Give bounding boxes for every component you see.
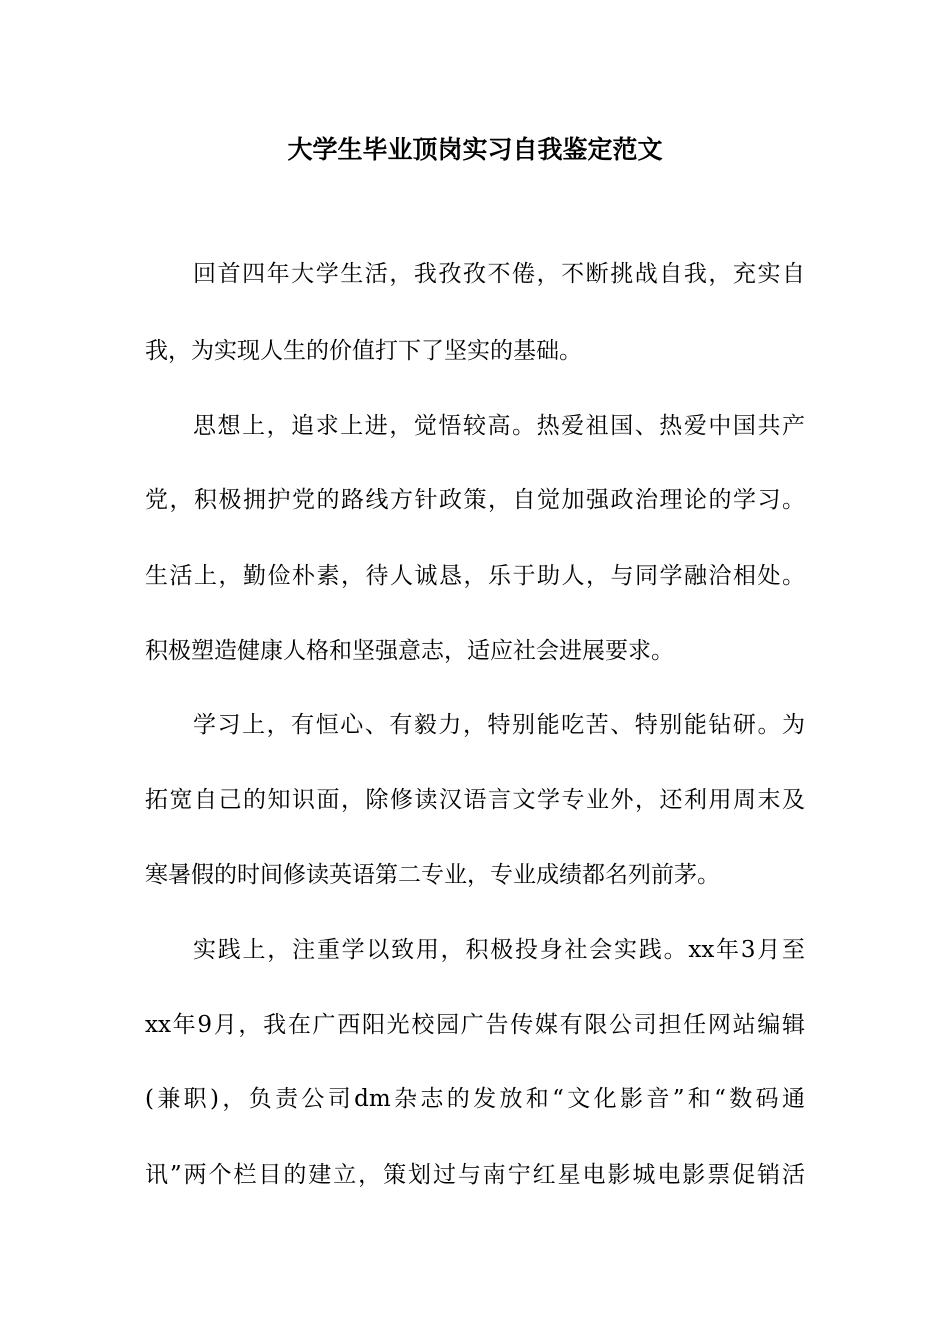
paragraph-4-line-3: (兼职)，负责公司dm杂志的发放和“文化影音”和“数码通 (145, 1086, 805, 1112)
paragraph-4-line-1: 实践上，注重学以致用，积极投身社会实践。xx年3月至 (193, 937, 805, 963)
paragraph-1-line-2: 我，为实现人生的价值打下了坚实的基础。 (145, 338, 582, 364)
paragraph-2-line-2: 党，积极拥护党的路线方针政策，自觉加强政治理论的学习。 (145, 487, 805, 513)
paragraph-3-line-1: 学习上，有恒心、有毅力，特别能吃苦、特别能钻研。为 (193, 712, 805, 738)
paragraph-4-line-4: 讯”两个栏目的建立，策划过与南宁红星电影城电影票促销活 (145, 1162, 805, 1188)
paragraph-4-line-2: xx年9月，我在广西阳光校园广告传媒有限公司担任网站编辑 (145, 1012, 805, 1038)
document-title: 大学生毕业顶岗实习自我鉴定范文 (287, 135, 663, 164)
paragraph-2-line-3: 生活上，勤俭朴素，待人诚恳，乐于助人，与同学融洽相处。 (145, 563, 805, 589)
paragraph-3-line-2: 拓宽自己的知识面，除修读汉语言文学专业外，还利用周末及 (145, 787, 805, 813)
paragraph-2-line-1: 思想上，追求上进，觉悟较高。热爱祖国、热爱中国共产 (193, 413, 805, 439)
paragraph-2-line-4: 积极塑造健康人格和坚强意志，适应社会进展要求。 (145, 638, 674, 664)
paragraph-1-line-1: 回首四年大学生活，我孜孜不倦，不断挑战自我，充实自 (193, 261, 805, 287)
paragraph-3-line-3: 寒暑假的时间修读英语第二专业，专业成绩都名列前茅。 (145, 862, 720, 888)
